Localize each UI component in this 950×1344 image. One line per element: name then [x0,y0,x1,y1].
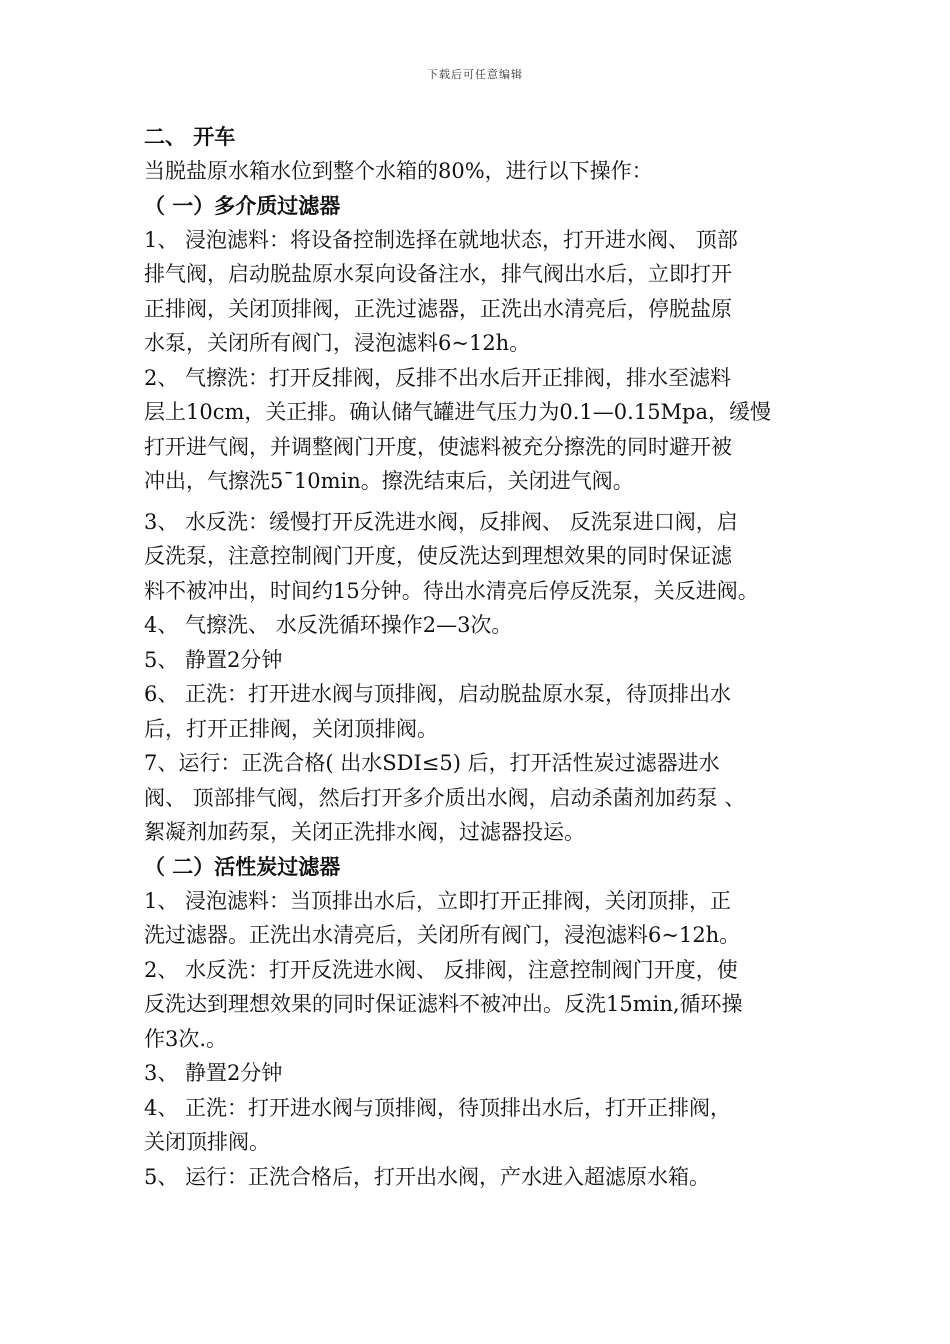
text-line: 6、 正洗：打开进水阀与顶排阀，启动脱盐原水泵，待顶排出水 [144,682,732,706]
text-line: 正排阀，关闭顶排阀，正洗过滤器，正洗出水清亮后，停脱盐原 [144,296,732,321]
page-header: 下载后可任意编辑 [427,68,523,81]
text-line: 阀、 顶部排气阀，然后打开多介质出水阀，启动杀菌剂加药泵 、 [144,785,746,810]
text-line: 4、 气擦洗、 水反洗循环操作2—3次。 [144,613,513,637]
text-line: 作3次.。 [144,1026,228,1051]
text-line: 7、运行：正洗合格( 出水SDI≤5) 后，打开活性炭过滤器进水 [144,751,720,775]
text-line: 后，打开正排阀，关闭顶排阀。 [144,716,438,741]
text-line: 冲出，气擦洗5¯10min。擦洗结束后，关闭进气阀。 [144,469,634,493]
text-line: 5、 运行：正洗合格后，打开出水阀，产水进入超滤原水箱。 [144,1164,711,1189]
text-line: 3、 水反洗：缓慢打开反洗进水阀，反排阀、 反洗泵进口阀，启 [144,509,738,534]
intro-paragraph: 当脱盐原水箱水位到整个水箱的80%，进行以下操作： [144,159,653,183]
text-line: 料不被冲出，时间约15分钟。待出水清亮后停反洗泵，关反进阀。 [144,578,759,603]
text-line: 1、 浸泡滤料：当顶排出水后，立即打开正排阀，关闭顶排，正 [144,888,732,913]
text-line: 水泵，关闭所有阀门，浸泡滤料6~12h。 [144,331,531,355]
document-body [144,120,824,1194]
text-line: 打开进气阀，并调整阀门开度，使滤料被充分擦洗的同时避开被 [144,434,732,459]
text-line: 排气阀，启动脱盐原水泵向设备注水，排气阀出水后，立即打开 [144,262,732,286]
text-line: 1、 浸泡滤料：将设备控制选择在就地状态，打开进水阀、 顶部 [144,227,738,252]
text-line: 反洗泵，注意控制阀门开度，使反洗达到理想效果的同时保证滤 [144,544,732,568]
text-line: 5、 静置2分钟 [144,647,283,672]
text-line: 层上10cm，关正排。确认储气罐进气压力为0.1—0.15Mpa，缓慢 [144,400,772,424]
text-line: 絮凝剂加药泵，关闭正洗排水阀，过滤器投运。 [144,820,585,844]
text-line: 关闭顶排阀。 [144,1130,270,1154]
text-line: 2、 气擦洗：打开反排阀，反排不出水后开正排阀，排水至滤料 [144,365,732,390]
text-line: 洗过滤器。正洗出水清亮后，关闭所有阀门，浸泡滤料6~12h。 [144,923,741,947]
text-line: 4、 正洗：打开进水阀与顶排阀，待顶排出水后，打开正排阀， [144,1095,732,1120]
text-line: 反洗达到理想效果的同时保证滤料不被冲出。反洗15min,循环操 [144,992,743,1016]
text-line: 2、 水反洗：打开反洗进水阀、 反排阀，注意控制阀门开度，使 [144,957,738,982]
subsection-heading-2: （ 二）活性炭过滤器 [144,854,341,879]
text-line: 3、 静置2分钟 [144,1061,283,1085]
section-title: 二、 开车 [144,125,236,149]
subsection-heading-1: （ 一）多介质过滤器 [144,193,341,218]
